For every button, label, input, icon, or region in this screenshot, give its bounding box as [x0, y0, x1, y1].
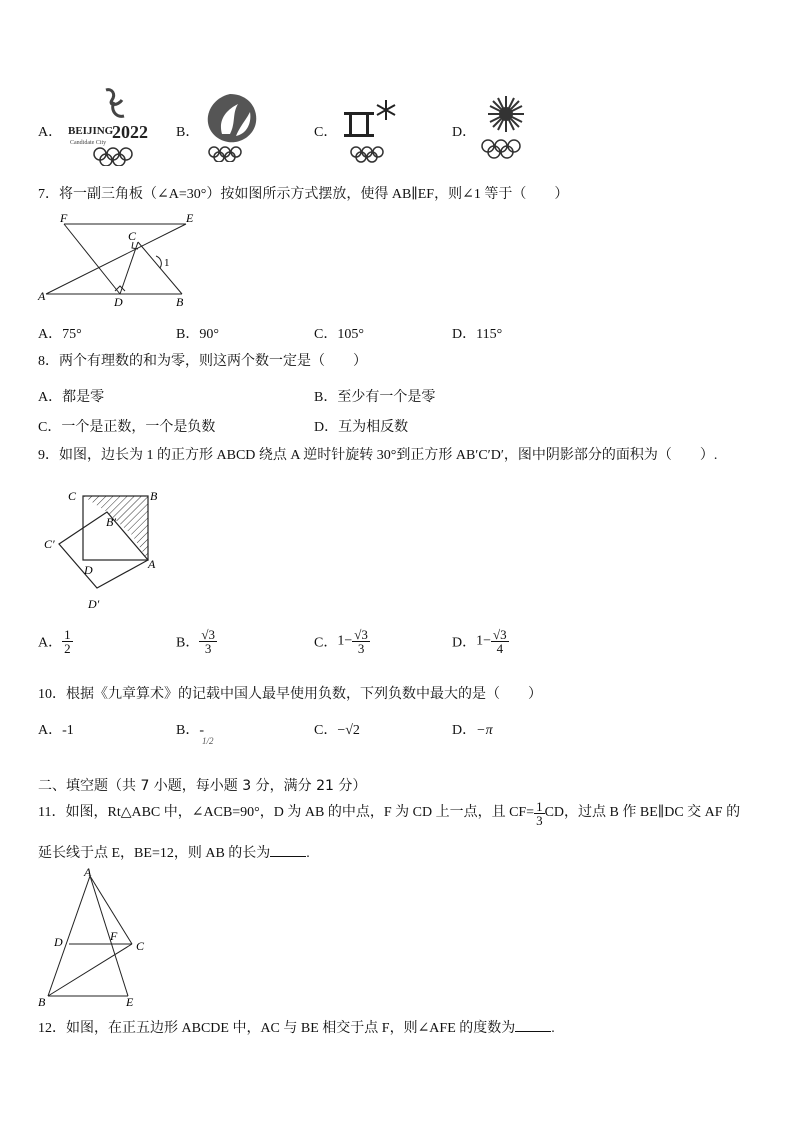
- q11-text-part-d: .: [306, 846, 310, 861]
- q6-option-c-label: C．: [314, 125, 338, 140]
- section-2-heading: 二、填空题（共 7 小题，每小题 3 分，满分 21 分）: [38, 778, 367, 794]
- olympic-rings-icon: [351, 147, 383, 162]
- q7-option-c-label: C．: [314, 327, 338, 342]
- q11-text-part-b: CD，过点 B 作 BE∥DC 交 AF 的: [544, 805, 741, 821]
- q7-option-d-label: D．: [452, 327, 477, 342]
- q7-label-d: D: [114, 295, 123, 309]
- q9-option-c-fraction: $\frac{√3}{3}$: [354, 627, 368, 656]
- q8-option-b-value: 至少有一个是零: [337, 390, 436, 405]
- q9-label-c: C: [68, 489, 77, 503]
- q6-option-b-label: B．: [176, 125, 200, 140]
- q12-question-text: 12．如图，在正五边形 ABCDE 中，AC 与 BE 相交于点 F，则∠AFE 的度数为: [38, 1021, 516, 1036]
- q10-option-c-label: C．: [314, 723, 338, 738]
- q11-text-part-a: 11．如图，Rt△ABC 中，∠ACB=90°，D 为 AB 的中点，F 为 CD 上一点，且 CF=: [38, 805, 535, 821]
- q7-option-d-value: 115°: [476, 327, 503, 342]
- q7-option-a-label: A．: [38, 327, 63, 342]
- q10-option-d-label: D．: [452, 723, 477, 738]
- q8-option-c-label: C．: [38, 420, 62, 435]
- q12-tail: .: [551, 1021, 555, 1036]
- q10-option-a-label: A．: [38, 723, 63, 738]
- q9-option-a-label: A．: [38, 635, 63, 651]
- q8-option-c-value: 一个是正数，一个是负数: [61, 420, 216, 435]
- q10-option-b-value: -: [199, 723, 205, 738]
- gate-emblem-logo: [340, 98, 404, 164]
- q10-option-b-label: B．: [176, 723, 200, 738]
- q11-label-e: E: [126, 995, 134, 1008]
- q8-option-a-value: 都是零: [62, 390, 105, 405]
- q10-option-d-value: −π: [476, 723, 493, 738]
- flame-emblem-logo: [200, 90, 262, 162]
- logo-sub-text: Candidate City: [70, 140, 107, 146]
- q11-label-b: B: [38, 995, 46, 1008]
- olympic-rings-icon: [209, 147, 241, 162]
- q9-label-dprime: D′: [88, 597, 100, 611]
- q9-square-rotation-figure: [40, 484, 170, 614]
- q9-option-a-fraction: $\frac{1}{2}$: [64, 627, 71, 656]
- q7-option-b-value: 90°: [199, 327, 219, 342]
- q7-triangle-figure: [34, 212, 204, 310]
- olympic-rings-icon: [482, 140, 520, 158]
- q11-label-f: F: [110, 929, 118, 943]
- q9-option-b-fraction: $\frac{√3}{3}$: [201, 627, 215, 656]
- logo-year-text: 2022: [112, 122, 148, 142]
- q9-label-a: A: [148, 557, 156, 571]
- q10-option-b-subscript: 1/2: [202, 736, 214, 746]
- q6-option-d-label: D．: [452, 125, 477, 140]
- q7-option-b-label: B．: [176, 327, 200, 342]
- q7-option-c-value: 105°: [337, 327, 364, 342]
- q7-question-text: 7．将一副三角板（∠A=30°）按如图所示方式摆放，使得 AB∥EF，则∠1 等于（ ）: [38, 187, 569, 202]
- logo-beijing-text: BEIJING: [68, 125, 114, 137]
- q6-option-a-label: A．: [38, 125, 63, 140]
- q11-triangle-figure: [34, 866, 156, 1008]
- olympic-rings-icon: [94, 148, 132, 166]
- q11-label-c: C: [136, 939, 145, 953]
- q10-question-text: 10．根据《九章算术》的记载中国人最早使用负数，下列负数中最大的是（ ）: [38, 687, 542, 702]
- q11-label-a: A: [84, 866, 92, 879]
- q7-label-b: B: [176, 295, 184, 309]
- q8-option-d-label: D．: [314, 420, 339, 435]
- q7-label-a: A: [38, 289, 46, 303]
- q11-fraction: $\frac{1}{3}$: [536, 799, 543, 828]
- q9-option-c-prefix: 1−: [337, 633, 353, 649]
- q9-label-bprime: B′: [106, 515, 116, 529]
- q8-question-text: 8．两个有理数的和为零，则这两个数一定是（ ）: [38, 354, 367, 369]
- beijing-2022-logo: [66, 84, 158, 166]
- q11-label-d: D: [54, 935, 63, 949]
- q9-option-c-label: C．: [314, 635, 338, 651]
- q11-answer-blank[interactable]: [270, 844, 306, 857]
- q11-text-part-c: 延长线于点 E，BE=12，则 AB 的长为: [38, 846, 271, 861]
- q8-option-b-label: B．: [314, 390, 338, 405]
- q12-answer-blank[interactable]: [515, 1019, 551, 1032]
- q9-option-d-prefix: 1−: [476, 633, 492, 649]
- q9-label-b: B: [150, 489, 158, 503]
- q9-label-d: D: [84, 563, 93, 577]
- q9-option-d-label: D．: [452, 635, 477, 651]
- q8-option-d-value: 互为相反数: [338, 420, 409, 435]
- q9-label-cprime: C′: [44, 537, 55, 551]
- q9-option-d-fraction: $\frac{√3}{4}$: [493, 627, 507, 656]
- q8-option-a-label: A．: [38, 390, 63, 405]
- snowflake-emblem-logo: [478, 94, 534, 160]
- q7-label-c: C: [128, 229, 137, 243]
- q9-question-text: 9．如图，边长为 1 的正方形 ABCD 绕点 A 逆时针旋转 30°到正方形 AB′C′D′，图中阴影部分的面积为（ ）.: [38, 448, 718, 463]
- q10-option-c-value: −√2: [337, 723, 360, 738]
- q7-label-e: E: [186, 212, 194, 225]
- q10-option-a-value: -1: [62, 723, 74, 738]
- q9-option-b-label: B．: [176, 635, 200, 651]
- q7-label-f: F: [60, 212, 68, 225]
- q7-option-a-value: 75°: [62, 327, 82, 342]
- q7-label-1: 1: [164, 257, 170, 269]
